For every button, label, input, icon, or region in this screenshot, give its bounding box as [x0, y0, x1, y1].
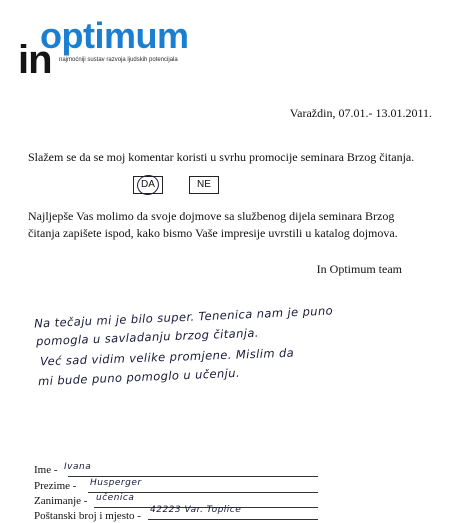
ime-value[interactable]: Ivana [64, 462, 92, 472]
zanimanje-value[interactable]: učenica [96, 493, 135, 503]
consent-statement: Slažem se da se moj komentar koristi u svrhu promocije seminara Brzog čitanja. [28, 150, 415, 164]
ime-underline [68, 476, 318, 477]
posta-label: Poštanski broj i mjesto - [34, 510, 141, 522]
comment-line: mi bude puno pomoglo u učenju. [37, 365, 241, 389]
field-prezime [34, 480, 76, 493]
posta-value[interactable]: 42223 Var. Toplice [150, 505, 242, 515]
field-ime [34, 464, 58, 477]
date-line: Varaždin, 07.01.- 13.01.2011. [289, 106, 432, 120]
prezime-value[interactable]: Husperger [90, 478, 142, 488]
zanimanje-label: Zanimanje - [34, 495, 88, 507]
logo-optimum-text: optimum [40, 15, 189, 56]
in-optimum-logo [18, 14, 258, 84]
ime-label: Ime - [34, 464, 58, 476]
prezime-label: Prezime - [34, 480, 77, 492]
no-checkbox[interactable] [189, 176, 219, 194]
comment-line: pomogla u savladanju brzog čitanja. [35, 325, 260, 349]
logo-tagline: najmoćniji sustav razvoja ljudskih potencijala [59, 57, 178, 63]
no-label: NE [197, 179, 211, 190]
request-paragraph: Najljepše Vas molimo da svoje dojmove sa službenog dijela seminara Brzog čitanja zapišete ispod, kako bismo Vaše impresije uvrstili u katalog dojmova. [28, 209, 398, 240]
logo-in-text: in [18, 38, 52, 82]
field-postanski-broj-mjesto [34, 510, 141, 523]
yes-label: DA [141, 179, 155, 190]
comment-line: Na tečaju mi je bilo super. Tenenica nam je puno [33, 303, 334, 331]
field-zanimanje [34, 495, 87, 508]
yes-checkbox[interactable] [133, 176, 163, 194]
comment-line: Već sad vidim velike promjene. Mislim da [39, 345, 295, 369]
team-signature: In Optimum team [316, 262, 402, 276]
